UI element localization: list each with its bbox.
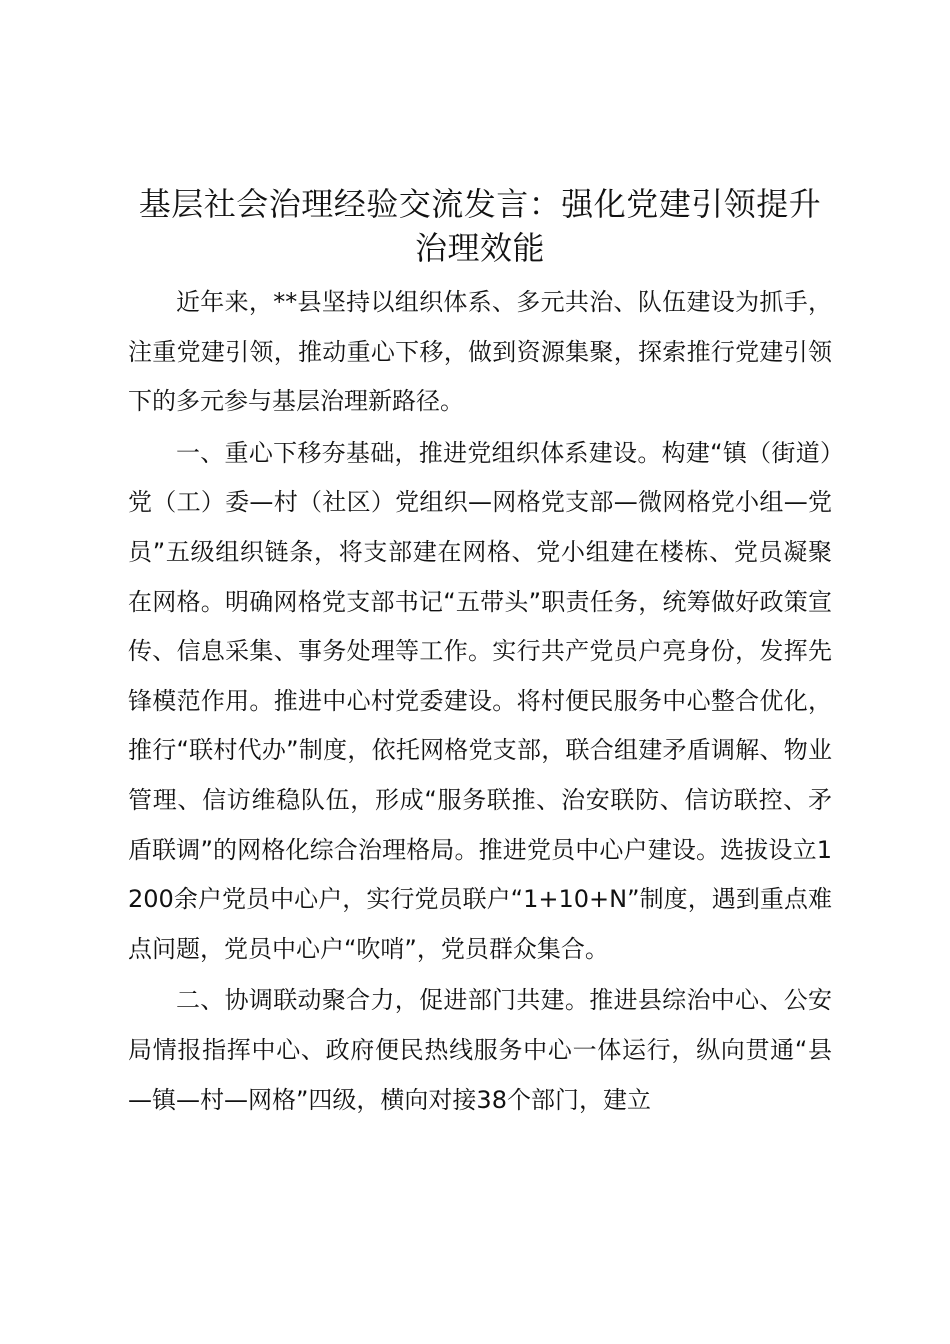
paragraph-section-two: 二、协调联动聚合力，促进部门共建。推进县综治中心、公安局情报指挥中心、政府便民热线服务中心一体运行，纵向贯通“县—镇—村—网格”四级，横向对接38个部门，建立 — [128, 986, 832, 1114]
paragraph-section-one: 一、重心下移夯基础，推进党组织体系建设。构建“镇（街道）党（工）委—村（社区）党组织—网格党支部—微网格党小组—党员”五级组织链条，将支部建在网格、党小组建在楼栋、党员凝聚在网格。明确网格党支部书记“五带头”职责任务，统筹做好政策宣传、信息采集、事务处理等工作。实行共产党员户亮身份，发挥先锋模范作用。推进中心村党委建设。将村便民服务中心整合优化，推行“联村代办”制度，依托网格党支部，联合组建矛盾调解、物业管理、信访维稳队伍，形成“服务联推、治安联防、信访联控、矛盾联调”的网格化综合治理格局。推进党员中心户建设。选拔设立1200余户党员中心户，实行党员联户“1+10+N”制度，遇到重点难点问题，党员中心户“吹哨”，党员群众集合。 — [128, 438, 832, 963]
document-title: 基层社会治理经验交流发言：强化党建引领提升治理效能 — [138, 185, 822, 267]
paragraph-intro: 近年来，**县坚持以组织体系、多元共治、队伍建设为抓手，注重党建引领，推动重心下移，做到资源集聚，探索推行党建引领下的多元参与基层治理新路径。 — [128, 288, 832, 416]
document-body — [128, 182, 832, 1125]
